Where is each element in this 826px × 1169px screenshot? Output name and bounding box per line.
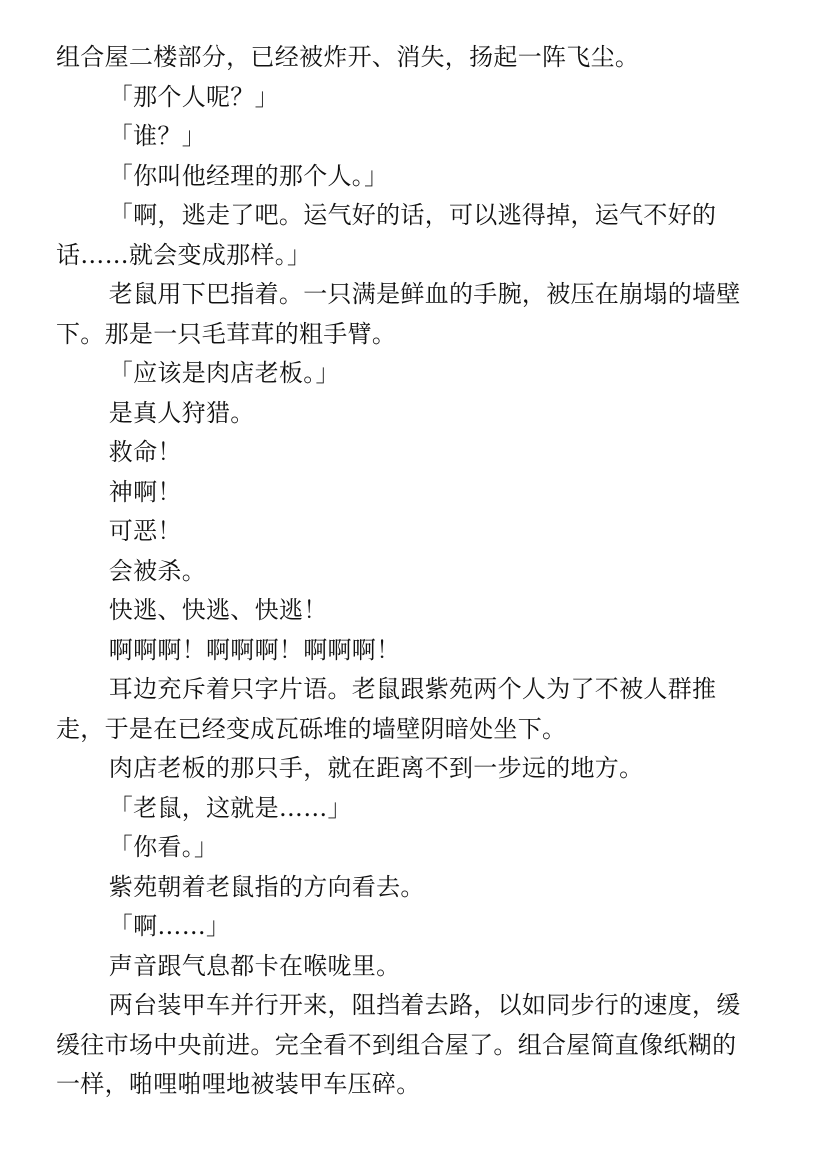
- dialogue-line: 「啊……」: [108, 912, 231, 940]
- narration-paragraph: 会被杀。: [108, 556, 206, 585]
- dialogue-line: 「应该是肉店老板。」: [108, 359, 340, 387]
- narration-paragraph: 肉店老板的那只手，就在距离不到一步远的地方。: [108, 754, 644, 782]
- dialogue-line: 「老鼠，这就是……」: [108, 793, 352, 822]
- exclamation-line: 神啊！: [108, 477, 182, 506]
- exclamation-line: 啊啊啊！啊啊啊！啊啊啊！: [108, 635, 401, 664]
- exclamation-line: 救命！: [108, 438, 182, 466]
- dialogue-line: 「那个人呢？」: [108, 82, 279, 111]
- novel-page: [56, 38, 756, 1105]
- dialogue-line: 「啊，逃走了吧。运气好的话，可以逃得掉，运气不好的话……就会变成那样。」: [56, 201, 717, 269]
- narration-paragraph: 声音跟气息都卡在喉咙里。: [108, 951, 401, 980]
- narration-paragraph: 是真人狩猎。: [108, 398, 255, 427]
- dialogue-line: 「谁？」: [108, 122, 206, 150]
- exclamation-line: 可恶！: [108, 517, 182, 545]
- dialogue-line: 「你看。」: [108, 833, 219, 861]
- narration-paragraph: 耳边充斥着只字片语。老鼠跟紫苑两个人为了不被人群推走，于是在已经变成瓦砾堆的墙壁阴暗处坐下。: [56, 675, 717, 743]
- exclamation-line: 快逃、快逃、快逃！: [108, 596, 328, 624]
- narration-paragraph: 紫苑朝着老鼠指的方向看去。: [108, 872, 425, 901]
- dialogue-line: 「你叫他经理的那个人。」: [108, 161, 389, 190]
- paragraph-continuation: 组合屋二楼部分，已经被炸开、消失，扬起一阵飞尘。: [56, 43, 640, 71]
- narration-paragraph: 两台装甲车并行开来，阻挡着去路，以如同步行的速度，缓缓往市场中央前进。完全看不到组合屋了。组合屋简直像纸糊的一样，啪哩啪哩地被装甲车压碎。: [56, 991, 741, 1098]
- narration-paragraph: 老鼠用下巴指着。一只满是鲜血的手腕，被压在崩塌的墙壁下。那是一只毛茸茸的粗手臂。: [56, 280, 741, 348]
